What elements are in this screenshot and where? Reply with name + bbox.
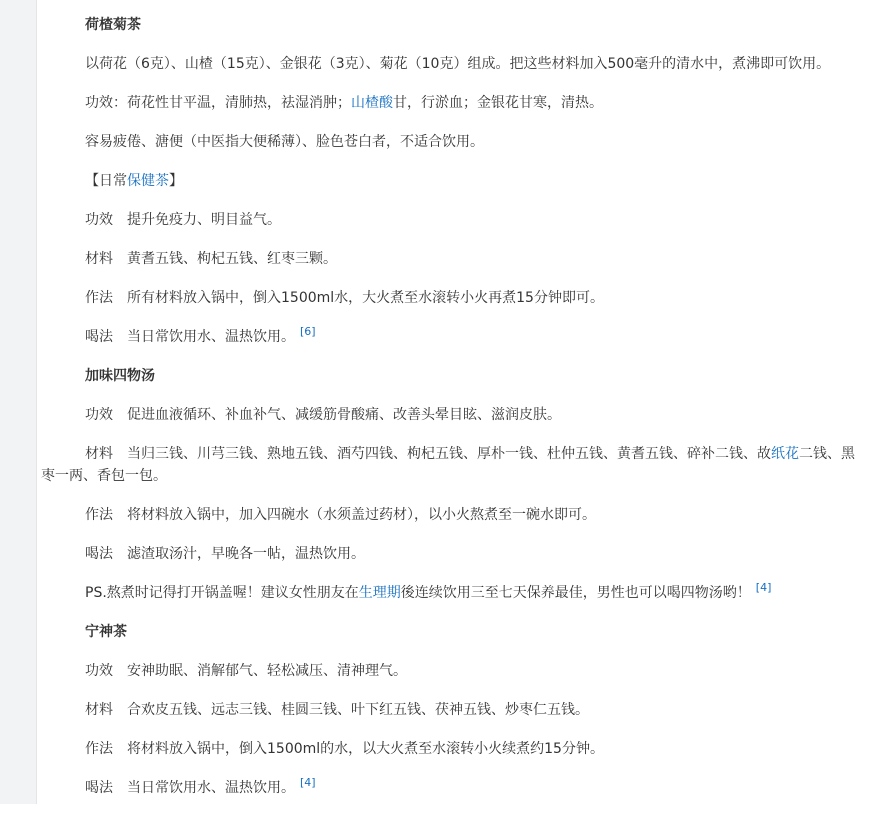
text-run: 以荷花（6克）、山楂（15克）、金银花（3克）、菊花（10克）组成。把这些材料加入500毫升的清水中，煮沸即可饮用。 — [85, 56, 831, 72]
inline-link[interactable]: 山楂酸 — [351, 95, 393, 111]
citation-ref[interactable]: [4] — [300, 776, 316, 790]
text-run: 甘，行淤血；金银花甘寒，清热。 — [393, 95, 603, 111]
paragraph — [41, 248, 857, 270]
section-heading — [41, 14, 857, 36]
text-run: 後连续饮用三至七天保养最佳，男性也可以喝四物汤哟！ — [400, 585, 751, 601]
paragraph — [41, 582, 857, 604]
paragraph — [41, 209, 857, 231]
text-run: 作法 将材料放入锅中，倒入1500ml的水，以大火煮至水滚转小火续煮约15分钟。 — [85, 741, 604, 757]
inline-link[interactable]: 生理期 — [358, 585, 401, 601]
text-run: 材料 合欢皮五钱、远志三钱、桂圆三钱、叶下红五钱、茯神五钱、炒枣仁五钱。 — [85, 702, 589, 718]
paragraph — [41, 443, 857, 487]
text-run: 荷楂菊茶 — [85, 17, 141, 33]
text-run: 功效 促进血液循环、补血补气、减缓筋骨酸痛、改善头晕目眩、滋润皮肤。 — [85, 407, 561, 423]
text-run: 功效 提升免疫力、明目益气。 — [85, 212, 281, 228]
text-run: PS.熬煮时记得打开锅盖喔！建议女性朋友在 — [85, 585, 359, 601]
citation-ref[interactable]: [6] — [300, 325, 316, 339]
text-run: 材料 当归三钱、川芎三钱、熟地五钱、酒芍四钱、枸杞五钱、厚朴一钱、杜仲五钱、黄耆五钱、碎补二钱、故 — [85, 446, 771, 462]
article-body — [41, 14, 857, 816]
paragraph — [41, 131, 857, 153]
citation-ref[interactable]: [4] — [755, 581, 772, 595]
text-run: 材料 黄耆五钱、枸杞五钱、红枣三颗。 — [85, 251, 337, 267]
text-run: 作法 将材料放入锅中，加入四碗水（水须盖过药材），以小火熬煮至一碗水即可。 — [85, 507, 596, 523]
text-run: 】 — [169, 173, 183, 189]
text-run: 加味四物汤 — [85, 368, 155, 384]
paragraph — [41, 660, 857, 682]
text-run: 容易疲倦、溏便（中医指大便稀薄）、脸色苍白者，不适合饮用。 — [85, 134, 484, 150]
paragraph — [41, 543, 857, 565]
paragraph — [41, 287, 857, 309]
text-run: 作法 所有材料放入锅中，倒入1500ml水，大火煮至水滚转小火再煮15分钟即可。 — [85, 290, 604, 306]
text-run: 二钱、黑枣一两、香包一包。 — [41, 446, 855, 484]
paragraph — [41, 53, 857, 75]
section-heading — [41, 621, 857, 643]
paragraph — [41, 92, 857, 114]
text-run: 喝法 当日常饮用水、温热饮用。 — [85, 780, 295, 796]
inline-link[interactable]: 纸花 — [771, 446, 799, 462]
paragraph — [41, 738, 857, 760]
paragraph — [41, 504, 857, 526]
inline-link[interactable]: 保健茶 — [127, 173, 169, 189]
text-run: 【日常 — [85, 173, 127, 189]
paragraph — [41, 170, 857, 192]
text-run: 喝法 当日常饮用水、温热饮用。 — [85, 329, 295, 345]
text-run: 宁神茶 — [85, 624, 127, 640]
section-heading — [41, 365, 857, 387]
text-run: 功效：荷花性甘平温，清肺热，祛湿消肿； — [85, 95, 351, 111]
page-left-gutter — [0, 0, 37, 804]
paragraph — [41, 699, 857, 721]
text-run: 功效 安神助眠、消解郁气、轻松减压、清神理气。 — [85, 663, 407, 679]
paragraph — [41, 326, 857, 348]
paragraph — [41, 777, 857, 799]
text-run: 喝法 滤渣取汤汁，早晚各一帖，温热饮用。 — [85, 546, 365, 562]
paragraph — [41, 404, 857, 426]
